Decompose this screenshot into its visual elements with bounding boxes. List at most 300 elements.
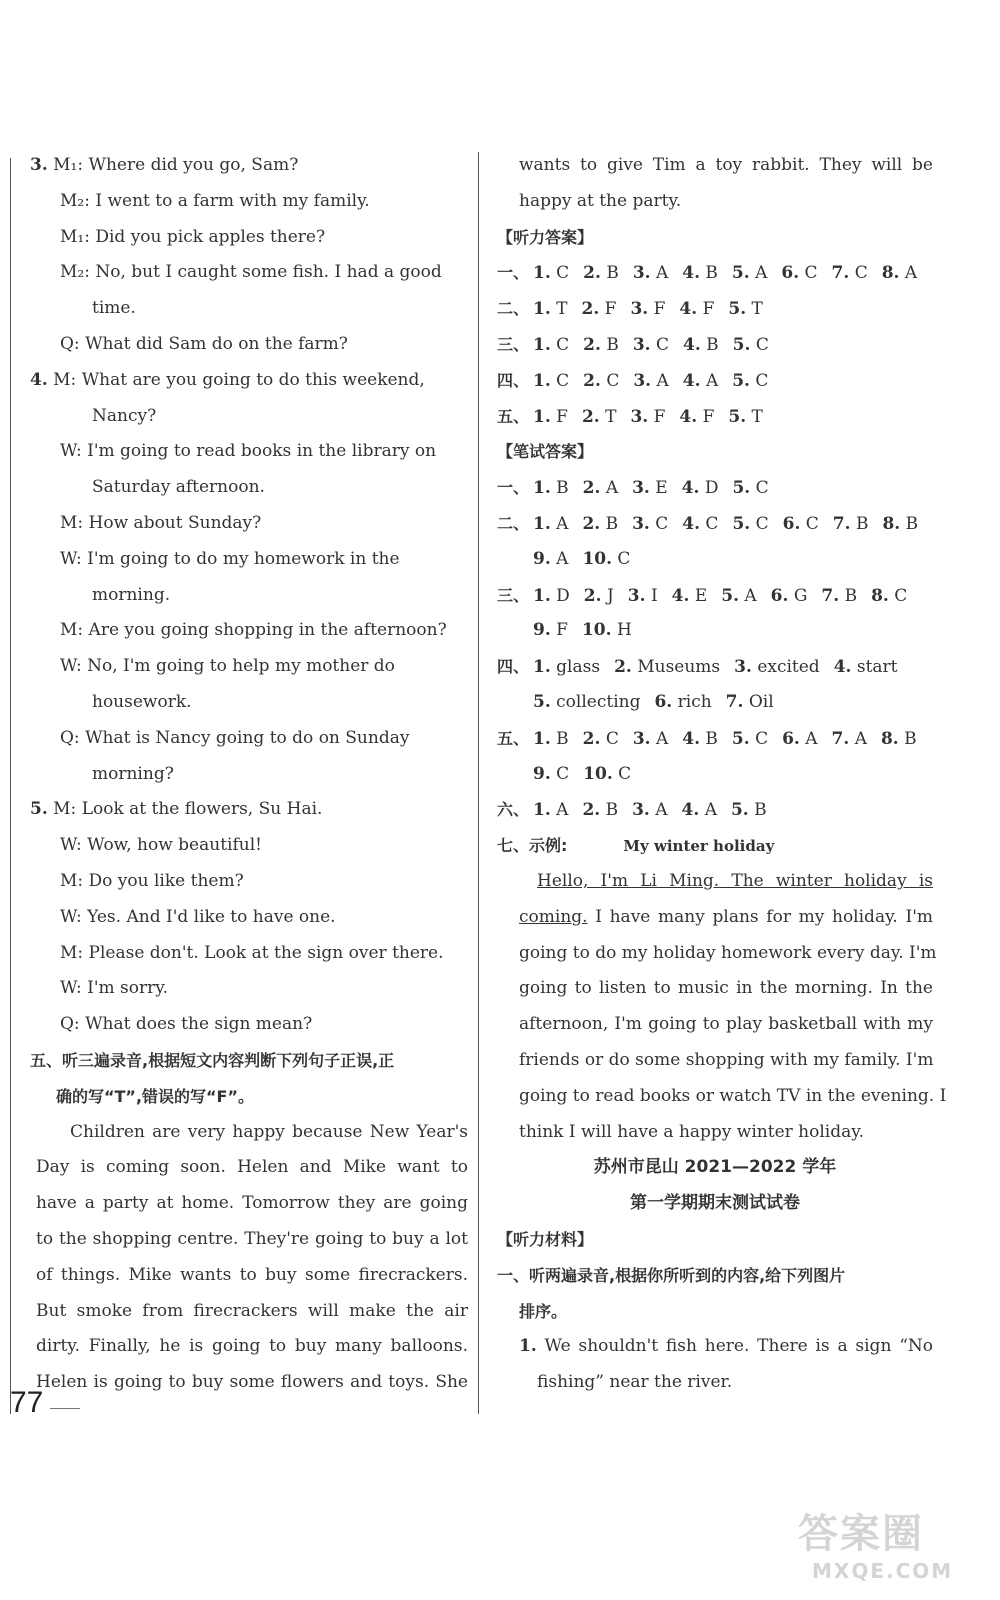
answer-value: B [905, 513, 919, 534]
answer-value: J [606, 585, 614, 606]
passage-line: of things. Mike wants to buy some firecrackers. [36, 1264, 468, 1285]
answer-item [614, 650, 720, 686]
dialogue-line [30, 578, 468, 614]
answer-item [584, 579, 614, 615]
watermark-text: 答案圈 [798, 1511, 924, 1557]
answer-value: F [653, 406, 666, 427]
answer-item [533, 292, 568, 328]
answer-value: C [894, 585, 908, 606]
answer-item [732, 256, 767, 292]
dialogue-line [30, 148, 468, 184]
answer-item [583, 256, 619, 292]
answer-value: D [556, 585, 570, 606]
dialogue-line [30, 613, 468, 649]
answer-item [882, 256, 917, 292]
dialogue-line [30, 506, 468, 542]
answer-value: B [754, 800, 767, 821]
answer-value: C [617, 548, 631, 569]
answer-item [721, 579, 756, 615]
answer-number: 1. [533, 299, 551, 320]
answer-item [533, 542, 568, 578]
dialogue-text: morning? [92, 763, 174, 784]
essay-line: think I will have a happy winter holiday. [519, 1121, 864, 1142]
answer-item [781, 256, 817, 292]
answer-row [497, 255, 933, 291]
answer-value: Museums [637, 657, 721, 678]
answer-value: T [751, 299, 763, 320]
passage-line: to the shopping centre. They're going to buy a lot [36, 1228, 468, 1249]
answer-number: 1. [533, 478, 551, 499]
answer-number: 5. [732, 370, 750, 391]
answer-value: A [805, 728, 818, 749]
answer-number: 6. [770, 585, 789, 606]
answer-number: 4. [671, 585, 690, 606]
answer-number: 6. [654, 691, 673, 712]
answer-value: C [755, 370, 769, 391]
answer-row [497, 399, 933, 435]
answer-item [533, 507, 568, 543]
answer-item [682, 471, 719, 507]
answer-item [832, 256, 868, 292]
answer-item [583, 471, 618, 507]
answer-value: B [855, 513, 869, 534]
answer-item [733, 328, 769, 364]
column-divider [478, 152, 479, 1414]
dialogue-text: M₁: Where did you go, Sam? [47, 155, 299, 175]
left-column [30, 148, 468, 1401]
answer-value: F [653, 299, 666, 320]
answer-item [583, 757, 631, 793]
section-title: 五、听三遍录音,根据短文内容判断下列句子正误,正 [30, 1050, 395, 1070]
answer-value: A [704, 800, 717, 821]
dialogue-line [30, 864, 468, 900]
dialogue-line [30, 685, 468, 721]
passage-line: Day is coming soon. Helen and Mike want to [36, 1157, 468, 1178]
answer-item [782, 722, 817, 758]
answer-value: C [755, 478, 769, 499]
answer-row [497, 291, 933, 327]
answer-number: 7. [831, 728, 850, 749]
answer-item [533, 650, 600, 686]
essay-line: friends or do some shopping with my family. I'm [519, 1049, 934, 1070]
answer-value: B [705, 728, 718, 749]
answer-number: 6. [782, 513, 801, 534]
watermark-logo [798, 1502, 978, 1583]
answer-item [728, 400, 763, 436]
dialogue-line [30, 434, 468, 470]
answer-item [771, 579, 808, 615]
question-number: 3. [30, 155, 48, 175]
answer-value: A [755, 263, 768, 284]
watermark-url: MXQE.COM [812, 1559, 954, 1583]
dialogue-text: Q: What is Nancy going to do on Sunday [60, 727, 410, 748]
answer-number: 1. [533, 800, 551, 821]
answer-row [497, 649, 933, 685]
answer-value: T [605, 406, 617, 427]
answer-value: C [854, 263, 868, 284]
dialogue-line [30, 327, 468, 363]
dialogue-text: Q: What did Sam do on the farm? [60, 333, 348, 354]
left-margin-rule [10, 158, 11, 1414]
dialogue-text: W: Wow, how beautiful! [60, 835, 262, 856]
dialogue-text: Nancy? [92, 405, 157, 426]
answer-number: 8. [880, 728, 899, 749]
essay-line: going to read books or watch TV in the evening. I [519, 1085, 947, 1106]
answer-number: 4. [833, 657, 852, 678]
answer-number: 5. [533, 691, 551, 712]
listening-material-header: 【听力材料】 [497, 1229, 594, 1249]
answer-number: 1. [533, 513, 551, 534]
dialogue-text: M: Do you like them? [60, 870, 244, 891]
answer-number: 3. [630, 299, 649, 320]
answer-section-label: 三、 [497, 334, 530, 354]
answer-item [630, 400, 665, 436]
dialogue-line [30, 900, 468, 936]
dialogue-line [30, 792, 468, 828]
answer-value: D [704, 478, 719, 499]
answer-number: 2. [581, 299, 600, 320]
answer-number: 5. [732, 478, 751, 499]
dialogue-text: time. [92, 298, 136, 319]
dialogue-text: M: How about Sunday? [60, 512, 262, 533]
answer-number: 10. [583, 763, 613, 784]
answer-item [583, 722, 619, 758]
dialogue-line [30, 721, 468, 757]
answer-item [533, 722, 569, 758]
answer-number: 4. [682, 728, 701, 749]
passage-line: Helen is going to buy some flowers and toys. She [36, 1372, 468, 1393]
answer-value: C [605, 728, 619, 749]
answer-number: 9. [533, 763, 551, 784]
dialogue-text: Q: What does the sign mean? [60, 1014, 313, 1035]
exam-title: 苏州市昆山 2021—2022 学年 [593, 1157, 837, 1178]
answer-value: A [744, 585, 757, 606]
answer-number: 9. [533, 620, 551, 641]
answer-item [632, 507, 668, 543]
essay-line: going to listen to music in the morning. In the [519, 978, 933, 999]
answer-item [633, 722, 668, 758]
answer-item [682, 256, 718, 292]
answer-number: 3. [632, 800, 650, 821]
answer-number: 1. [533, 334, 551, 355]
exam-subtitle: 第一学期期末测试试卷 [630, 1193, 800, 1214]
answer-item [882, 507, 918, 543]
answer-header: 【听力答案】 [497, 227, 594, 247]
answer-section-label: 一、 [497, 263, 530, 283]
answer-value: F [702, 299, 715, 320]
answer-value: glass [556, 657, 601, 678]
answer-number: 3. [734, 657, 752, 678]
answer-value: B [844, 585, 858, 606]
answer-number: 3. [632, 334, 651, 355]
answer-item [683, 364, 718, 400]
answer-number: 2. [582, 478, 601, 499]
answer-number: 8. [871, 585, 889, 606]
answer-item [582, 292, 617, 328]
answer-value: C [655, 513, 669, 534]
answer-item [832, 722, 867, 758]
answer-item [783, 507, 819, 543]
answer-value: A [556, 548, 569, 569]
dialogue-line [30, 363, 468, 399]
section-title-cont: 确的写“T”,错误的写“F”。 [56, 1086, 254, 1106]
answer-number: 4. [682, 370, 701, 391]
answer-row [497, 327, 933, 363]
answer-item [533, 364, 569, 400]
dialogue-line [30, 1007, 468, 1043]
answer-number: 1. [533, 406, 551, 427]
answer-item [654, 685, 711, 721]
answer-value: C [755, 513, 769, 534]
passage-line: wants to give Tim a toy rabbit. They will be [519, 155, 933, 175]
answer-section-label: 五、 [497, 728, 530, 748]
answer-item [682, 722, 718, 758]
answer-value: C [755, 728, 769, 749]
answer-value: A [556, 513, 569, 534]
answer-value: collecting [556, 691, 641, 712]
answer-number: 10. [582, 548, 613, 569]
answer-number: 1. [533, 728, 551, 749]
answer-value: E [694, 585, 708, 606]
answer-value: B [904, 728, 917, 749]
question-text: We shouldn't fish here. There is a sign “No [536, 1336, 933, 1357]
answer-value: I [650, 585, 658, 606]
dialogue-text: Saturday afternoon. [92, 477, 265, 498]
answer-item [683, 328, 719, 364]
answer-number: 3. [632, 263, 651, 284]
answer-section-label: 四、 [497, 657, 530, 677]
answer-value: A [655, 728, 669, 749]
answer-number: 2. [583, 263, 601, 284]
dialogue-text: housework. [92, 691, 192, 712]
answer-value: C [655, 334, 669, 355]
answer-number: 4. [682, 263, 701, 284]
answer-number: 4. [681, 478, 700, 499]
answer-row [497, 363, 933, 399]
answer-value: B [556, 728, 569, 749]
answer-value: C [618, 763, 632, 784]
answer-item [732, 722, 768, 758]
answer-number: 2. [582, 513, 601, 534]
answer-item [672, 579, 708, 615]
answer-number: 4. [682, 513, 701, 534]
dialogue-line [30, 971, 468, 1007]
answer-number: 4. [683, 334, 701, 355]
page-number: 77 [10, 1386, 44, 1419]
essay-label: 七、示例: [497, 836, 568, 856]
answer-value: T [751, 406, 763, 427]
answer-row [497, 506, 933, 542]
answer-row [497, 685, 933, 721]
answer-item [582, 400, 617, 436]
answer-row [497, 542, 933, 578]
answer-value: B [556, 478, 569, 499]
answer-number: 7. [821, 585, 840, 606]
essay-line: going to do my holiday homework every day. I'm [519, 942, 937, 963]
answer-number: 10. [581, 620, 612, 641]
question-number: 1. [519, 1336, 537, 1357]
answer-item [633, 364, 668, 400]
answer-row [497, 470, 933, 506]
answer-value: T [556, 299, 568, 320]
answer-number: 2. [614, 657, 632, 678]
answer-value: E [655, 478, 668, 499]
answer-value: A [854, 728, 867, 749]
answer-item [732, 471, 768, 507]
answer-value: start [856, 657, 898, 678]
answer-value: B [706, 334, 719, 355]
answer-value: A [904, 263, 918, 284]
answer-section-label: 四、 [497, 370, 530, 390]
dialogue-line [30, 184, 468, 220]
dialogue-line [30, 757, 468, 793]
answer-number: 4. [679, 406, 698, 427]
dialogue-line [30, 936, 468, 972]
answer-value: A [655, 263, 669, 284]
page-number-line [50, 1408, 80, 1409]
answer-item [821, 579, 857, 615]
answer-item [682, 507, 718, 543]
answer-value: C [556, 263, 570, 284]
answer-item [679, 400, 714, 436]
answer-value: Oil [748, 691, 774, 712]
answer-item [732, 364, 768, 400]
answer-value: A [556, 800, 569, 821]
answer-value: A [605, 478, 619, 499]
answer-item [533, 757, 569, 793]
dialogue-text: M₁: Did you pick apples there? [60, 226, 326, 247]
passage-line: But smoke from firecrackers will make the air [36, 1300, 468, 1321]
dialogue-line [30, 220, 468, 256]
dialogue-line [30, 255, 468, 291]
dialogue-text: W: I'm sorry. [60, 978, 169, 999]
answer-number: 9. [533, 548, 551, 569]
answer-number: 5. [731, 728, 750, 749]
dialogue-line [30, 291, 468, 327]
essay-title: My winter holiday [623, 837, 775, 856]
answer-row [497, 757, 933, 793]
passage-line: dirty. Finally, he is going to buy many balloons. [36, 1336, 468, 1357]
dialogue-text: M: Please don't. Look at the sign over there. [60, 942, 444, 963]
answer-number: 2. [583, 370, 601, 391]
answer-number: 1. [533, 657, 551, 678]
answer-item [871, 579, 907, 615]
answer-value: C [705, 513, 719, 534]
answer-number: 5. [732, 513, 751, 534]
answer-item [682, 793, 717, 829]
answer-value: B [606, 263, 619, 284]
essay-line: afternoon, I'm going to play basketball with my [519, 1014, 933, 1035]
answer-item [679, 292, 714, 328]
answer-item [731, 793, 767, 829]
answer-number: 5. [730, 800, 749, 821]
section-title: 一、听两遍录音,根据你所听到的内容,给下列图片 [497, 1265, 846, 1285]
dialogue-line [30, 399, 468, 435]
dialogue-text: M: Look at the flowers, Su Hai. [47, 799, 323, 820]
answer-value: C [556, 763, 570, 784]
answer-item [583, 364, 619, 400]
answer-number: 5. [728, 299, 747, 320]
dialogue-text: M₂: No, but I caught some fish. I had a good [60, 262, 442, 283]
dialogue-text: M: Are you going shopping in the afternoon? [60, 620, 447, 641]
essay-text: I have many plans for my holiday. I'm [587, 906, 933, 927]
answer-item [582, 793, 618, 829]
answer-item [533, 256, 569, 292]
answer-number: 8. [881, 263, 900, 284]
answer-item [633, 328, 669, 364]
question-line-cont: fishing” near the river. [537, 1372, 733, 1393]
answer-item [633, 256, 668, 292]
answer-item [734, 650, 820, 686]
answer-number: 4. [681, 800, 700, 821]
answer-item [628, 579, 658, 615]
question-line [497, 1329, 933, 1365]
dialogue-text: M₂: I went to a farm with my family. [60, 190, 370, 211]
answer-number: 6. [782, 728, 800, 749]
answer-number: 2. [582, 800, 601, 821]
answer-value: C [556, 334, 570, 355]
answer-value: H [616, 620, 632, 641]
essay-line: Hello, I'm Li Ming. The winter holiday is [537, 870, 933, 891]
answer-number: 1. [533, 370, 551, 391]
answer-number: 5. [732, 334, 751, 355]
answer-item [728, 292, 763, 328]
answer-value: excited [757, 657, 820, 678]
answer-value: C [755, 334, 769, 355]
passage-line: happy at the party. [519, 190, 682, 211]
passage-line: have a party at home. Tomorrow they are going [36, 1193, 468, 1214]
answer-section-label: 二、 [497, 299, 530, 319]
answer-item [632, 793, 667, 829]
answer-number: 1. [533, 263, 551, 284]
answer-item [533, 471, 569, 507]
right-column [497, 148, 947, 1401]
answer-item [881, 722, 917, 758]
dialogue-line [30, 542, 468, 578]
answer-item [834, 650, 898, 686]
answer-section-label: 六、 [497, 800, 530, 820]
answer-row [497, 792, 933, 828]
answer-item [582, 613, 632, 649]
answer-number: 3. [632, 478, 650, 499]
essay-underlined: coming. [519, 906, 588, 927]
answer-number: 2. [583, 334, 601, 355]
dialogue-text: W: I'm going to read books in the library on [60, 441, 437, 462]
answer-value: B [606, 334, 619, 355]
answer-value: C [805, 513, 819, 534]
answer-value: F [702, 406, 715, 427]
question-number: 5. [30, 799, 48, 820]
answer-number: 5. [728, 406, 747, 427]
answer-value: B [605, 513, 619, 534]
answer-item [533, 328, 569, 364]
answer-number: 4. [679, 299, 698, 320]
answer-item [583, 328, 619, 364]
answer-header: 【笔试答案】 [497, 442, 594, 462]
answer-item [833, 507, 869, 543]
answer-section-label: 五、 [497, 406, 530, 426]
answer-row [497, 578, 933, 614]
dialogue-text: W: I'm going to do my homework in the [60, 548, 400, 569]
dialogue-text: M: What are you going to do this weekend, [47, 369, 425, 390]
answer-number: 7. [832, 513, 851, 534]
answer-item [533, 579, 570, 615]
dialogue-text: W: Yes. And I'd like to have one. [60, 906, 336, 927]
answer-number: 1. [533, 585, 551, 606]
answer-value: C [606, 370, 620, 391]
answer-item [533, 685, 640, 721]
answer-number: 2. [582, 728, 601, 749]
